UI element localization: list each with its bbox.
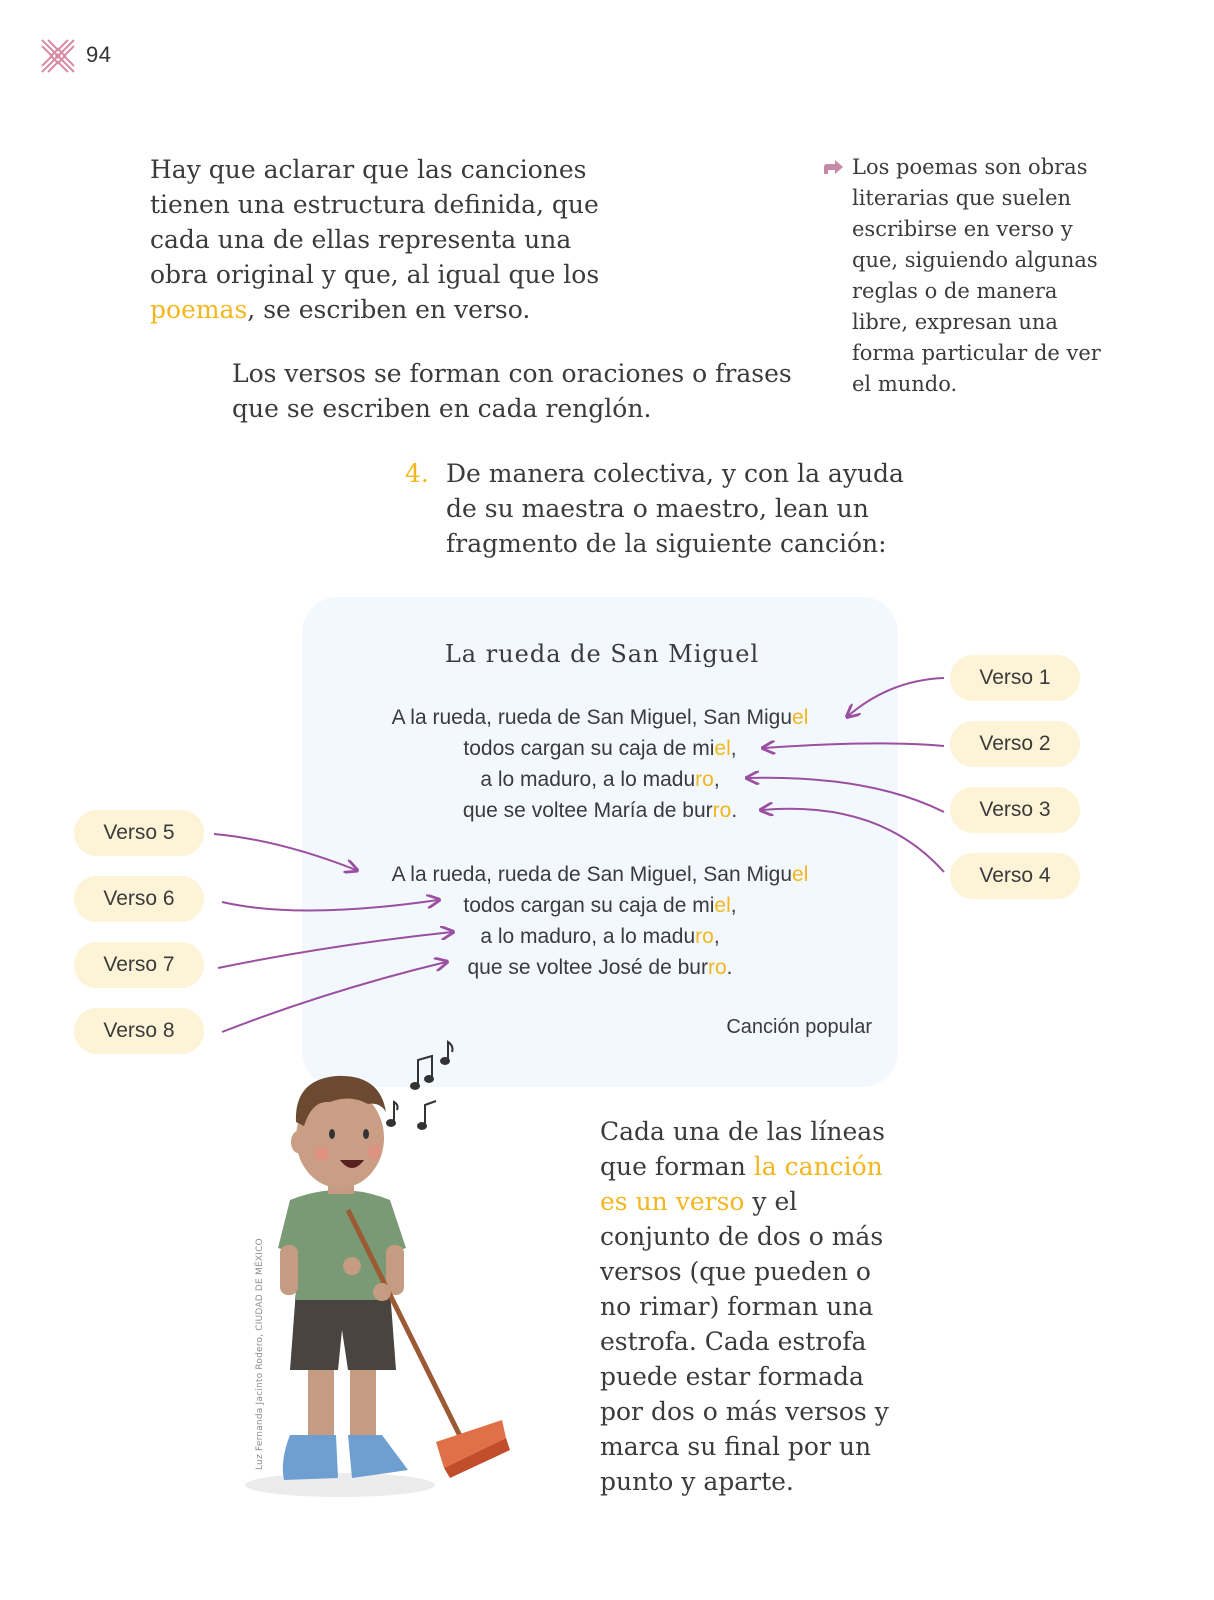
verse-label-7: Verso 7 <box>74 942 204 988</box>
music-notes-icon <box>387 1042 453 1129</box>
verse-label-8: Verso 8 <box>74 1008 204 1054</box>
poemas-highlight: poemas <box>150 295 248 324</box>
song-card <box>302 597 898 1087</box>
estrofa-text: Cada una de las líneas que forman <box>600 1117 885 1181</box>
activity-instructions: De manera colectiva, y con la ayuda de su maestra o maestro, lean un fragmento de la siguiente canción: <box>446 459 904 558</box>
intro-paragraph <box>150 152 610 327</box>
verse-label-1: Verso 1 <box>950 655 1080 701</box>
sidebar-note: Los poemas son obras literarias que suelen escribirse en verso y que, siguiendo algunas reglas o de manera libre, expresan una forma particular de ver el mundo. <box>852 155 1101 396</box>
song-line-7: a lo maduro, a lo maduro, <box>480 925 720 948</box>
song-line-6: todos cargan su caja de miel, <box>463 894 737 917</box>
verse-label-4: Verso 4 <box>950 853 1080 899</box>
versos-definition: Los versos se forman con oraciones o frases que se escriben en cada renglón. <box>232 359 792 423</box>
boy-with-broom-illustration <box>240 1030 540 1530</box>
pink-diamond-ornament-icon <box>40 38 76 74</box>
song-line-5: A la rueda, rueda de San Miguel, San Miguel <box>391 863 809 886</box>
song-line-2: todos cargan su caja de miel, <box>463 737 737 760</box>
cancion-verso-highlight: la canción es un verso <box>600 1152 883 1216</box>
song-line-4: que se voltee María de burro. <box>462 799 738 822</box>
estrofa-text-end: y el conjunto de dos o más versos (que pueden o no rimar) forman una estrofa. Cada estrofa puede estar formada por dos o más versos y marca su final por un punto y aparte. <box>600 1187 889 1496</box>
verse-label-2: Verso 2 <box>950 721 1080 767</box>
intro-text-end: , se escriben en verso. <box>247 295 531 324</box>
song-line-1: A la rueda, rueda de San Miguel, San Miguel <box>391 706 809 729</box>
song-credit: Canción popular <box>726 1016 872 1038</box>
song-line-3: a lo maduro, a lo maduro, <box>480 768 720 791</box>
intro-text: Hay que aclarar que las canciones tienen una estructura definida, que cada una de ellas representa una obra original y que, al igual que los <box>150 155 600 289</box>
song-line-8: que se voltee José de burro. <box>467 956 733 979</box>
activity-number: 4. <box>405 459 429 488</box>
page-number: 94 <box>86 42 112 67</box>
pink-arrow-icon <box>822 158 844 176</box>
verse-label-6: Verso 6 <box>74 876 204 922</box>
illustration-credit: Luz Fernanda Jacinto Rodero, CIUDAD DE MÉXICO <box>255 1238 265 1470</box>
song-title: La rueda de San Miguel <box>444 640 760 668</box>
estrofa-paragraph <box>600 1114 900 1499</box>
verse-label-3: Verso 3 <box>950 787 1080 833</box>
verse-label-5: Verso 5 <box>74 810 204 856</box>
